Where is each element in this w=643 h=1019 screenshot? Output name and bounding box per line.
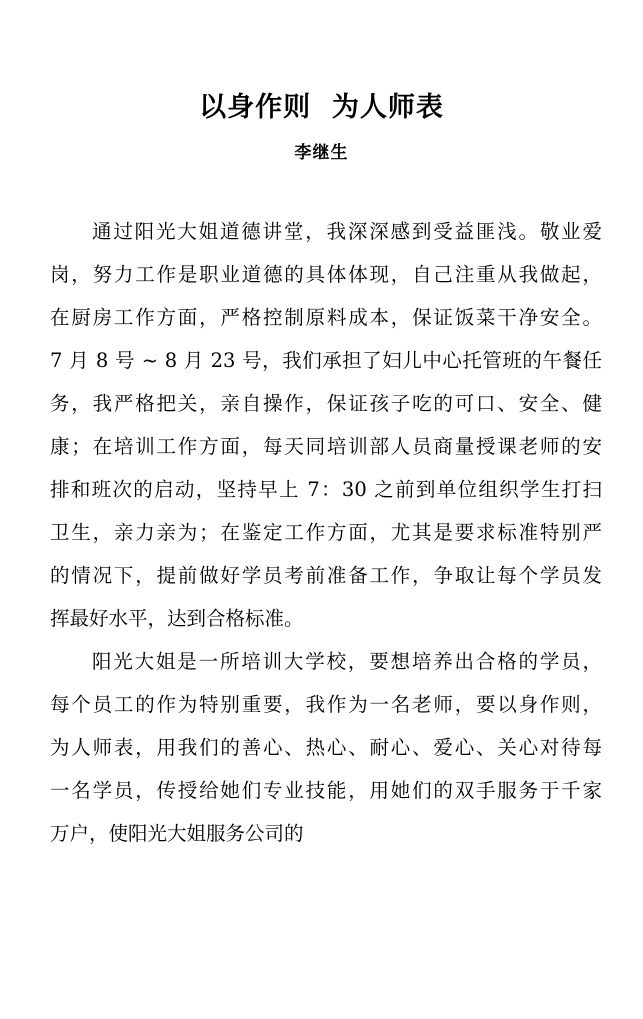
text-line: 务，我严格把关，亲自操作，保证孩子吃的可口、安全、健	[50, 392, 602, 415]
text-line: 为人师表，用我们的善心、热心、耐心、爱心、关心对待每	[50, 736, 602, 759]
text-line: 7 月 8 号 ~ 8 月 23 号，我们承担了妇儿中心托管班的午餐任	[50, 349, 602, 372]
text-line: 卫生，亲力亲为；在鉴定工作方面，尤其是要求标准特别严	[50, 521, 602, 544]
text-line: 岗，努力工作是职业道德的具体体现，自己注重从我做起，	[50, 263, 602, 286]
text-line: 挥最好水平，达到合格标准。	[50, 607, 304, 630]
text-line: 通过阳光大姐道德讲堂，我深深感到受益匪浅。敬业爱	[92, 220, 602, 243]
text-line: 排和班次的启动，坚持早上 7：30 之前到单位组织学生打扫	[50, 478, 602, 501]
paragraph-1	[50, 210, 602, 640]
text-line: 康；在培训工作方面，每天同培训部人员商量授课老师的安	[50, 435, 602, 458]
text-line: 阳光大姐是一所培训大学校，要想培养出合格的学员，	[92, 650, 602, 673]
text-line: 在厨房工作方面，严格控制原料成本，保证饭菜干净安全。	[50, 306, 602, 329]
text-line: 一名学员，传授给她们专业技能，用她们的双手服务于千家	[50, 779, 602, 802]
document-author: 李继生	[294, 143, 349, 163]
text-line: 每个员工的作为特别重要，我作为一名老师，要以身作则，	[50, 693, 602, 716]
paragraph-2	[50, 640, 602, 855]
text-line: 万户，使阳光大姐服务公司的	[50, 822, 304, 845]
document-body	[50, 210, 602, 855]
text-line: 的情况下，提前做好学员考前准备工作，争取让每个学员发	[50, 564, 602, 587]
document-title: 以身作则 为人师表	[199, 92, 444, 123]
